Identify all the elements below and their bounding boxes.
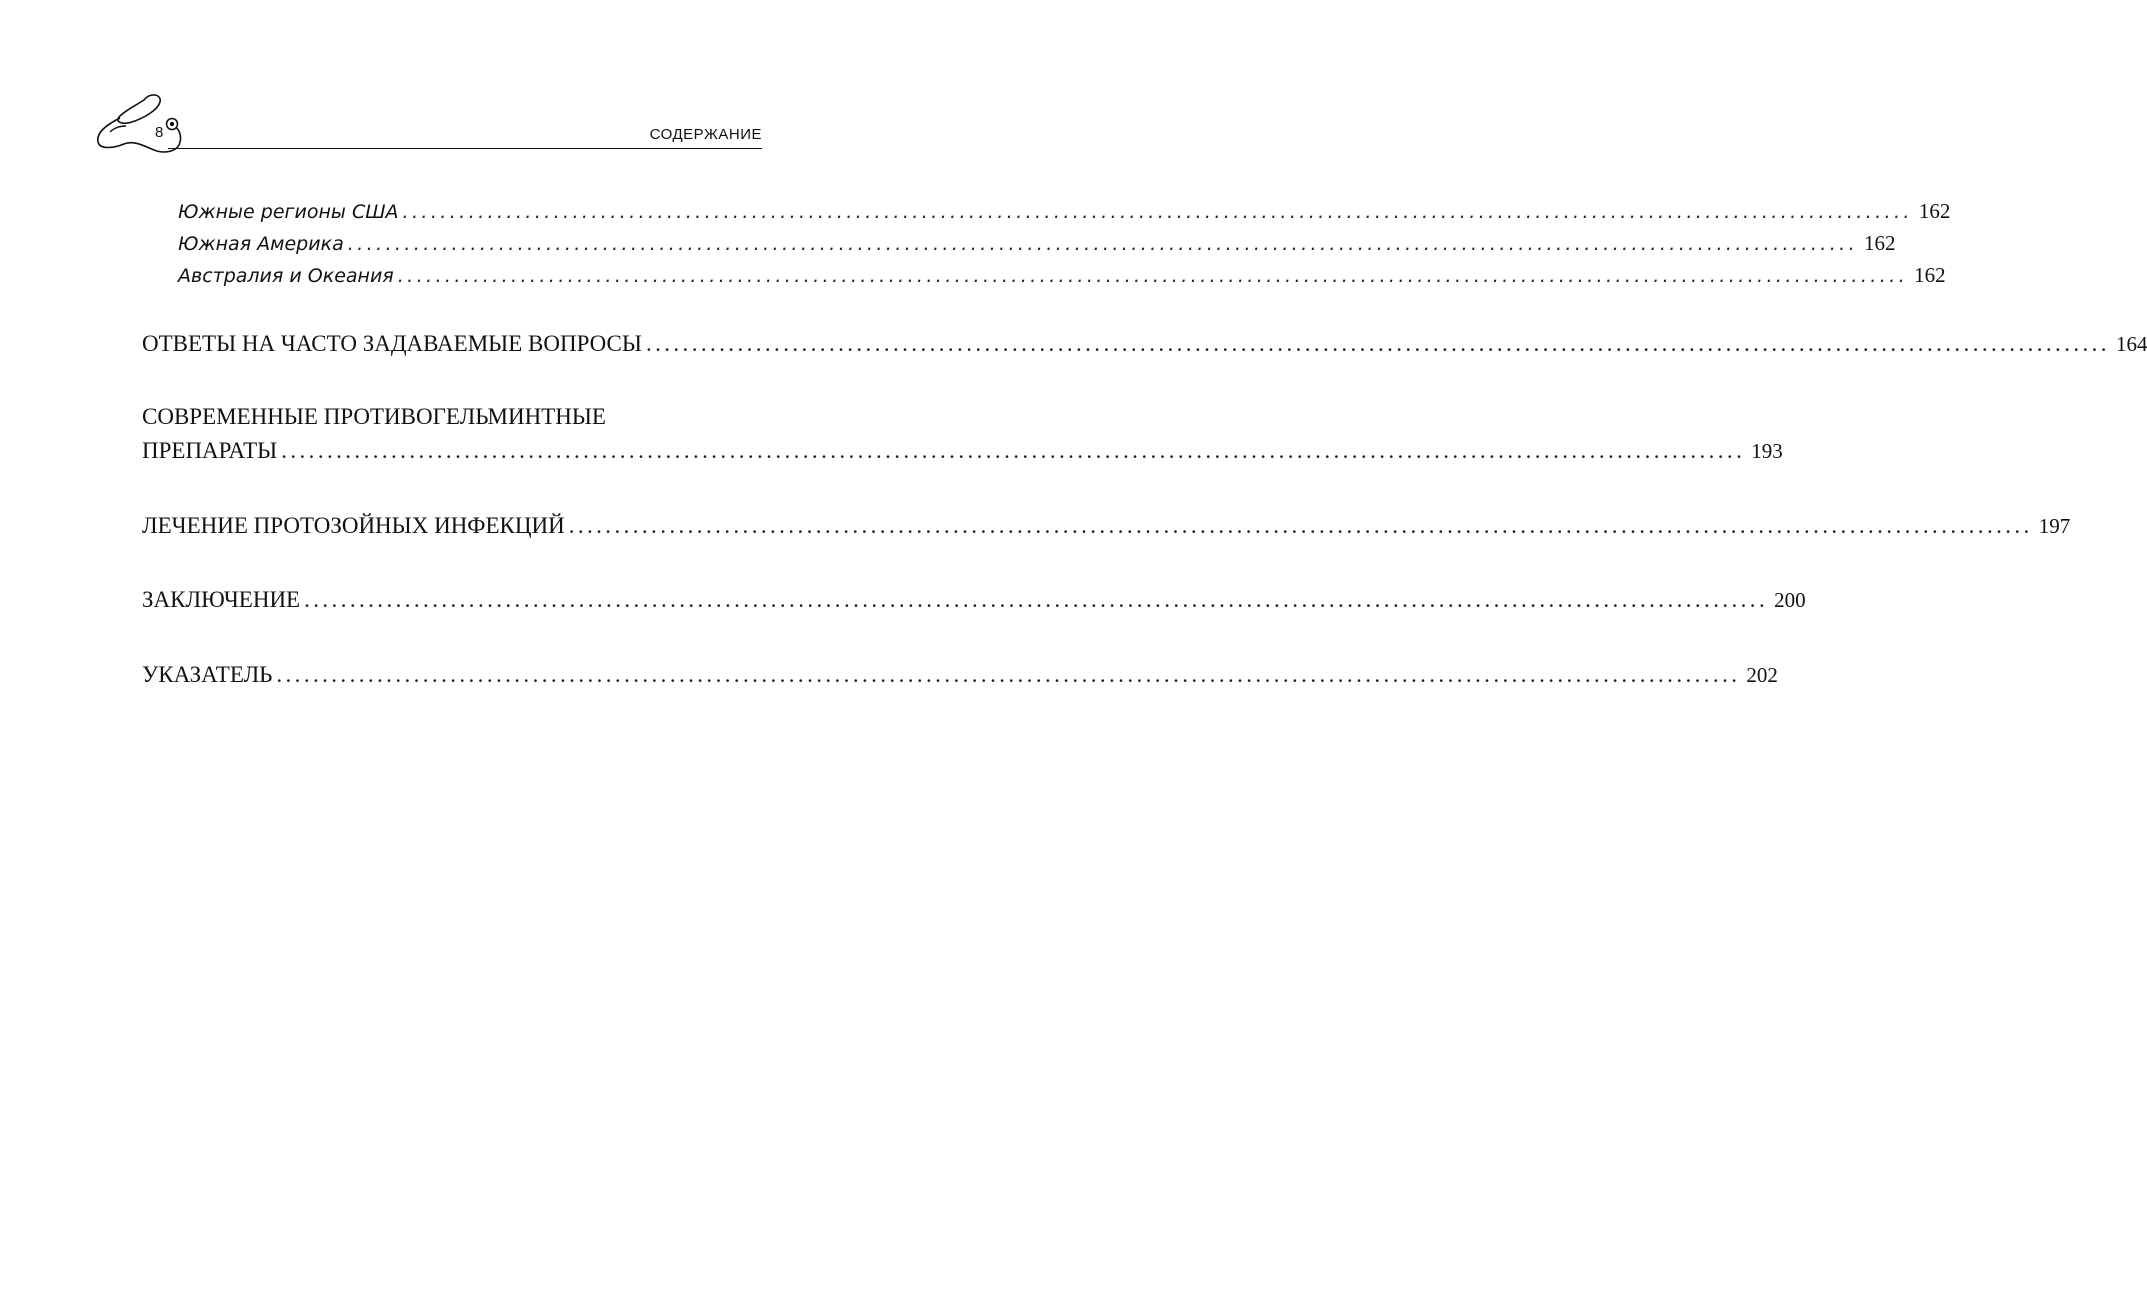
dot-leader: ................................................................................................................................................................	[276, 662, 1741, 687]
dot-leader: ................................................................................................................................................................	[397, 265, 1909, 287]
toc-page-number: 202	[1746, 663, 1778, 687]
toc-page-number: 164	[2115, 332, 2147, 356]
dot-leader: ................................................................................................................................................................	[347, 233, 1859, 255]
toc-entry[interactable]	[142, 662, 1778, 688]
toc-entry-title: ОТВЕТЫ НА ЧАСТО ЗАДАВАЕМЫЕ ВОПРОСЫ	[142, 331, 642, 356]
toc-entry[interactable]	[142, 438, 1783, 464]
toc-page-number: 197	[2038, 514, 2071, 538]
toc-page-number: 200	[1774, 588, 1806, 612]
dot-leader: ................................................................................................................................................................	[402, 201, 1913, 223]
toc-subentry[interactable]	[178, 231, 1896, 256]
toc-entry[interactable]	[142, 513, 2071, 539]
toc-page-number: 193	[1751, 439, 1783, 463]
toc-entry-title-line1[interactable]: СОВРЕМЕННЫЕ ПРОТИВОГЕЛЬМИНТНЫЕ	[142, 404, 606, 429]
toc-page-number: 162	[1864, 231, 1896, 255]
toc-entry[interactable]	[142, 587, 1806, 613]
toc-entry-title: Южная Америка	[178, 233, 344, 255]
toc-entry[interactable]	[142, 331, 2147, 357]
running-header-title: СОДЕРЖАНИЕ	[649, 126, 762, 143]
toc-entry-title: ЛЕЧЕНИЕ ПРОТОЗОЙНЫХ ИНФЕКЦИЙ	[142, 513, 565, 538]
page-number: 8	[155, 124, 164, 141]
toc-subentry[interactable]	[178, 263, 1946, 288]
toc-entry-title: Южные регионы США	[178, 201, 399, 223]
toc-entry-title: Австралия и Океания	[178, 265, 394, 287]
toc-page-number: 162	[1914, 263, 1946, 287]
dot-leader: ................................................................................................................................................................	[304, 587, 1769, 612]
toc-entry-title: ПРЕПАРАТЫ	[142, 438, 278, 463]
toc-entry-title: ЗАКЛЮЧЕНИЕ	[142, 587, 301, 612]
toc-subentry[interactable]	[178, 199, 1951, 224]
toc-page-number: 162	[1918, 199, 1951, 223]
dot-leader: ................................................................................................................................................................	[568, 513, 2033, 538]
toc-entry-title: УКАЗАТЕЛЬ	[142, 662, 273, 687]
dot-leader: ................................................................................................................................................................	[281, 438, 1746, 463]
dot-leader: ................................................................................................................................................................	[645, 331, 2110, 356]
